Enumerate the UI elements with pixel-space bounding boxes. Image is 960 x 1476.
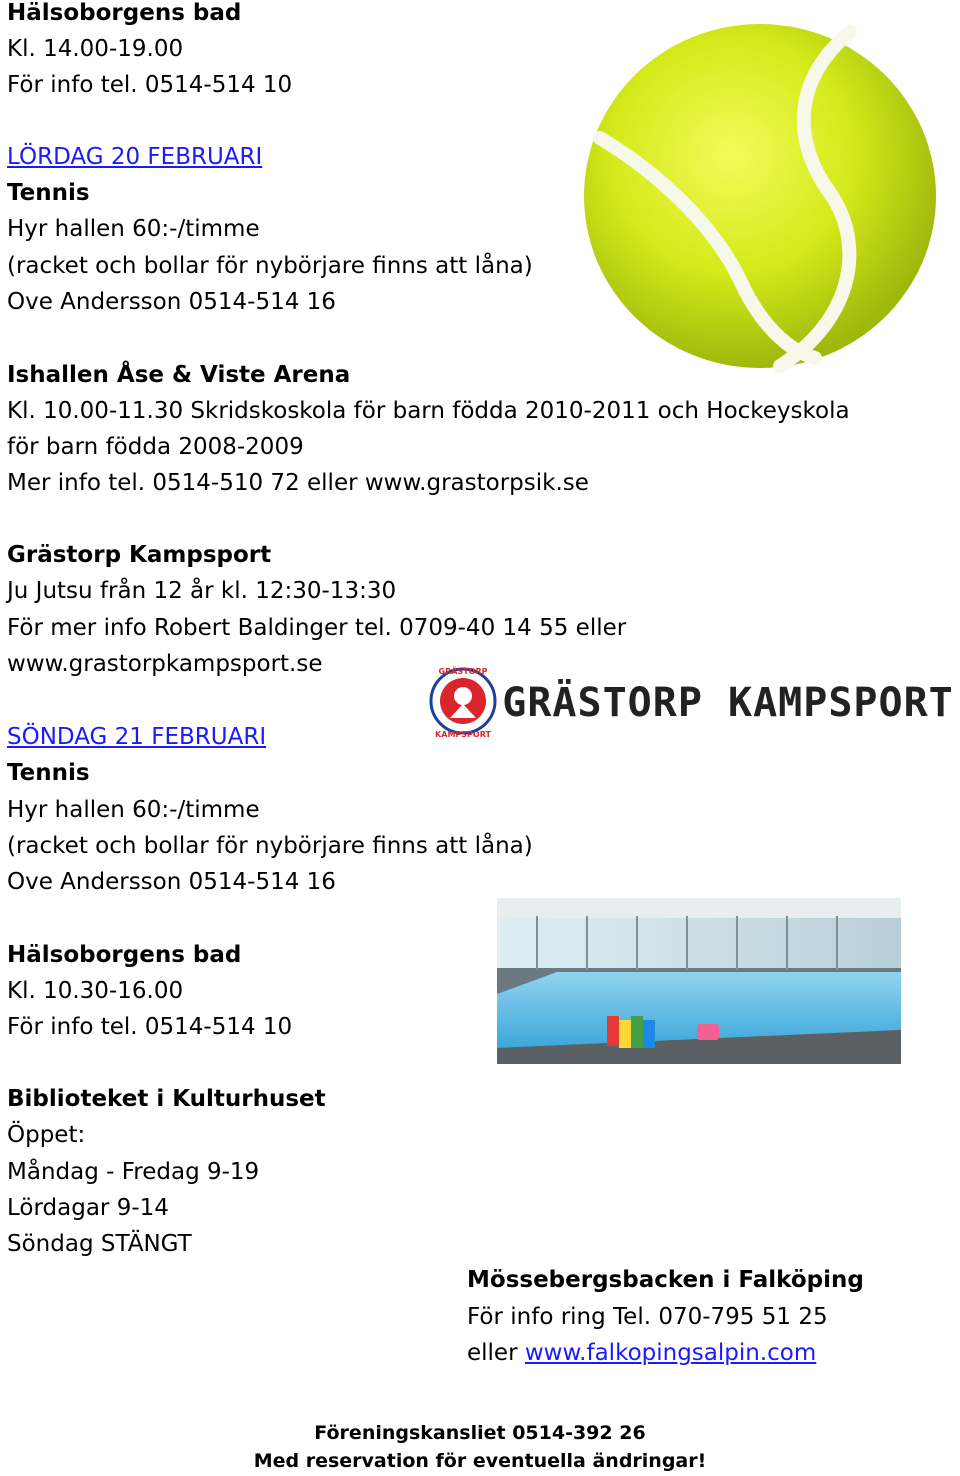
kampsport-contact: För mer info Robert Baldinger tel. 0709-40 14 55 eller [7,615,627,641]
library-open-label: Öppet: [7,1122,86,1148]
sunday-heading-link[interactable]: SÖNDAG 21 FEBRUARI [7,724,267,750]
ski-website-link[interactable]: www.falkopingsalpin.com [524,1340,817,1366]
ishallen-schedule-cont: för barn födda 2008-2009 [7,434,304,460]
footer-office-phone: Föreningskansliet 0514-392 26 [314,1422,646,1444]
sunday-tennis-price: Hyr hallen 60:-/timme [7,797,260,823]
kampsport-title: Grästorp Kampsport [7,542,272,568]
ishallen-schedule: Kl. 10.00-11.30 Skridskoskola för barn födda 2010-2011 och Hockeyskola [7,398,850,424]
saturday-tennis-price: Hyr hallen 60:-/timme [7,216,260,242]
logo-wordmark-text: GRÄSTORP KAMPSPORT [502,680,954,726]
swimming-pool-photo [497,898,901,1064]
ski-link-prefix: eller [467,1340,518,1366]
saturday-tennis-contact: Ove Andersson 0514-514 16 [7,289,336,315]
logo-seal-bottom-text: KAMPSPORT [435,730,491,739]
ishallen-info: Mer info tel. 0514-510 72 eller www.grastorpsik.se [7,470,589,496]
kampsport-time: Ju Jutsu från 12 år kl. 12:30-13:30 [7,578,397,604]
ski-phone: För info ring Tel. 070-795 51 25 [467,1304,828,1330]
kampsport-logo [428,660,958,742]
ishallen-title: Ishallen Åse & Viste Arena [7,362,351,388]
sunday-tennis-contact: Ove Andersson 0514-514 16 [7,869,336,895]
day2-halsoborgen-hours: Kl. 10.30-16.00 [7,978,184,1004]
saturday-heading-link[interactable]: LÖRDAG 20 FEBRUARI [7,144,263,170]
ski-title: Mössebergsbacken i Falköping [467,1267,864,1293]
sunday-tennis-title: Tennis [7,760,90,786]
footer-disclaimer: Med reservation för eventuella ändringar! [253,1450,707,1472]
day1-halsoborgen-phone: För info tel. 0514-514 10 [7,72,293,98]
library-saturday: Lördagar 9-14 [7,1195,169,1221]
library-title: Biblioteket i Kulturhuset [7,1086,326,1112]
day1-halsoborgen-hours: Kl. 14.00-19.00 [7,36,184,62]
library-sunday: Söndag STÄNGT [7,1231,192,1257]
day2-venue-halsoborgen: Hälsoborgens bad [7,942,242,968]
tennis-ball-image [580,18,940,373]
saturday-tennis-title: Tennis [7,180,90,206]
day2-halsoborgen-phone: För info tel. 0514-514 10 [7,1014,293,1040]
kampsport-website: www.grastorpkampsport.se [7,651,323,677]
day1-venue-halsoborgen: Hälsoborgens bad [7,0,242,26]
logo-seal-top-text: GRÄSTORP [438,667,488,676]
ski-link-line [467,1338,816,1368]
sunday-tennis-note: (racket och bollar för nybörjare finns att låna) [7,833,533,859]
library-weekdays: Måndag - Fredag 9-19 [7,1159,260,1185]
saturday-tennis-note: (racket och bollar för nybörjare finns att låna) [7,253,533,279]
